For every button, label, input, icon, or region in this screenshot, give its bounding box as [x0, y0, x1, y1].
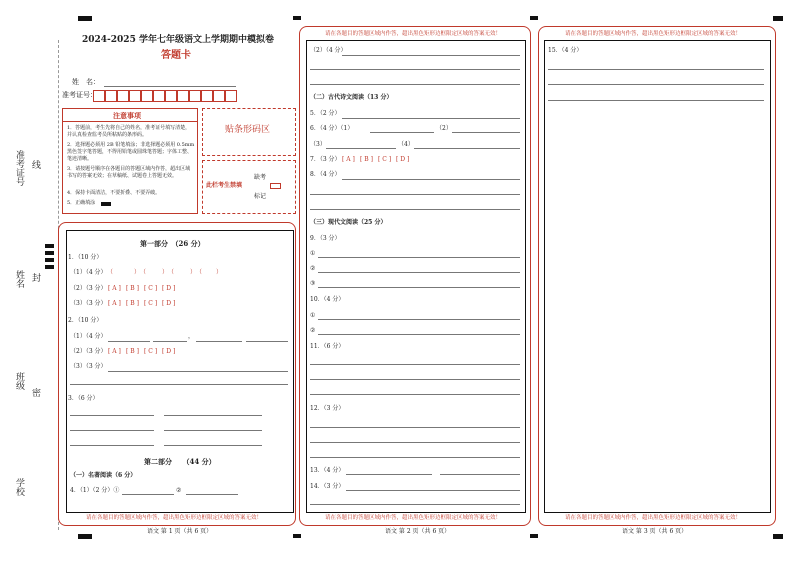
registration-mark [45, 258, 54, 262]
answer-line[interactable] [342, 118, 520, 119]
absent-label: 此栏考生禁填 [206, 182, 243, 189]
q1-1-label: （1）（4 分） [70, 269, 107, 276]
q3-blank[interactable] [70, 430, 154, 431]
q3-blank[interactable] [70, 445, 154, 446]
section3-title: （三）现代文阅读（25 分） [310, 219, 387, 226]
registration-mark [45, 265, 54, 269]
q3-blank[interactable] [164, 445, 262, 446]
answer-line[interactable] [318, 334, 520, 335]
registration-mark [293, 534, 301, 538]
notice-item: 4．保持卡面清洁，不要折叠、不要弄破。 [67, 190, 161, 196]
q2-1-blank[interactable] [108, 341, 150, 342]
barcode-area [202, 108, 296, 156]
filled-sample-icon [101, 202, 111, 206]
q2-1-label: （1）（4 分） [70, 333, 107, 340]
q2-3-label: （3）（3 分） [70, 363, 107, 370]
answer-line[interactable] [318, 319, 520, 320]
page-subtitle: 答题卡 [161, 50, 191, 61]
answer-line[interactable] [310, 442, 520, 443]
section1-title: （一）名著阅读（6 分） [70, 472, 137, 479]
q3-blank[interactable] [164, 430, 262, 431]
answer-line[interactable] [310, 84, 520, 85]
footer-page3: 语文 第 3 页（共 6 页） [622, 528, 688, 535]
q9-item: ③ [310, 280, 316, 287]
q4-1-blank[interactable] [122, 494, 174, 495]
q9-label: 9．（3 分） [310, 235, 341, 242]
q6-3-label: （3） [310, 141, 326, 148]
q12-label: 12．（3 分） [310, 405, 345, 412]
answer-line[interactable] [310, 194, 520, 195]
answer-line[interactable] [452, 132, 520, 133]
footer-page1: 语文 第 1 页（共 6 页） [147, 528, 213, 535]
answer-line[interactable] [370, 132, 434, 133]
notice-box [62, 108, 198, 214]
part1-title: 第一部分 （26 分） [140, 239, 205, 248]
side-label-id: 准考证号 [14, 150, 24, 186]
q8-label: 8．（4 分） [310, 171, 341, 178]
q6-4-label: （4） [398, 141, 414, 148]
absent-line1: 缺考 [254, 174, 267, 181]
answer-line[interactable] [318, 272, 520, 273]
q1-label: 1．（10 分） [68, 254, 103, 261]
side-label-line: 线 [30, 160, 40, 169]
q9-item: ② [310, 265, 316, 272]
id-label: 准考证号： [62, 91, 97, 99]
side-label-school: 学校 [14, 478, 24, 496]
q14-label: 14．（3 分） [310, 483, 345, 490]
name-label: 姓 名： [72, 78, 100, 86]
warning-text: 请在各题目的答题区域内作答，超出黑色矩形边框限定区域的答案无效！ [325, 515, 502, 521]
q2-1-sep: ， [188, 333, 195, 340]
q2-label: 2．（10 分） [68, 317, 103, 324]
warning-text: 请在各题目的答题区域内作答，超出黑色矩形边框限定区域的答案无效！ [325, 31, 502, 37]
notice-item: 1．答题前，考生先将自己的姓名，准考证号填写清楚，并认真检查监考员所粘贴的条形码。 [67, 125, 191, 138]
answer-line[interactable] [318, 257, 520, 258]
q10-label: 10．（4 分） [310, 296, 345, 303]
notice-title: 注意事项 [113, 111, 141, 120]
absent-checkbox[interactable] [270, 183, 281, 189]
q1-2-label: （2）（3 分） [70, 285, 107, 292]
q1-3-label: （3）（3 分） [70, 300, 107, 307]
answer-line[interactable] [310, 457, 520, 458]
q3-blank[interactable] [70, 415, 154, 416]
q4-1-blank[interactable] [186, 494, 238, 495]
q11-label: 11．（6 分） [310, 343, 345, 350]
q5-label: 5．（2 分） [310, 110, 341, 117]
answer-box-3[interactable] [544, 40, 771, 513]
part2-title: 第二部分 （44 分） [144, 457, 216, 466]
answer-line[interactable] [326, 148, 396, 149]
answer-line[interactable] [342, 179, 520, 180]
answer-line[interactable] [548, 69, 764, 70]
name-field[interactable] [104, 86, 236, 87]
q3-blank[interactable] [164, 415, 262, 416]
answer-line[interactable] [346, 490, 520, 491]
q10-item: ② [310, 327, 316, 334]
barcode-label: 贴条形码区 [225, 125, 271, 135]
notice-item: 3．请按题号顺序在各题目的答题区域内作答，超出区域书写的答案无效；在草稿纸、试题卷上答题无效。 [67, 166, 191, 179]
q2-3-blank[interactable] [70, 384, 288, 385]
side-label-name: 姓名 [14, 270, 24, 288]
absent-line2: 标记 [254, 193, 267, 200]
answer-line[interactable] [310, 209, 520, 210]
registration-mark [45, 244, 54, 248]
q2-2-label: （2）（3 分） [70, 348, 107, 355]
q15-label: 15．（4 分） [548, 47, 583, 54]
notice-item: 5．正确填涂 [67, 200, 96, 206]
registration-mark [530, 16, 538, 20]
answer-line[interactable] [346, 474, 432, 475]
warning-text: 请在各题目的答题区域内作答，超出黑色矩形边框限定区域的答案无效！ [565, 515, 742, 521]
q7-label: 7．（3 分） [310, 156, 341, 163]
q6-2-label: （2） [436, 125, 452, 132]
answer-line[interactable] [310, 427, 520, 428]
warning-text: 请在各题目的答题区域内作答，超出黑色矩形边框限定区域的答案无效！ [565, 31, 742, 37]
side-label-dense: 密 [30, 388, 40, 397]
q2-1-blank[interactable] [246, 341, 288, 342]
q3-label: 3．（6 分） [68, 395, 99, 402]
q4-1-label: 4．（1）（2 分）① [70, 487, 120, 494]
answer-line[interactable] [310, 69, 520, 70]
warning-text: 请在各题目的答题区域内作答，超出黑色矩形边框限定区域的答案无效！ [86, 515, 263, 521]
absent-area [202, 160, 296, 214]
q2-3-blank[interactable] [108, 371, 288, 372]
registration-mark [78, 534, 92, 539]
q10-item: ① [310, 312, 316, 319]
answer-line[interactable] [548, 84, 764, 85]
answer-line[interactable] [310, 504, 520, 505]
registration-mark [78, 16, 92, 21]
q13-label: 13．（4 分） [310, 467, 345, 474]
side-label-class: 班级 [14, 372, 24, 390]
answer-line[interactable] [342, 55, 520, 56]
side-label-seal: 封 [30, 273, 40, 282]
registration-mark [293, 16, 301, 20]
registration-mark [773, 534, 783, 539]
registration-mark [45, 251, 54, 255]
q2-1-blank[interactable] [196, 341, 242, 342]
answer-line[interactable] [310, 394, 520, 395]
answer-line[interactable] [440, 474, 520, 475]
q4-1-b: ② [176, 487, 182, 494]
answer-line[interactable] [414, 148, 520, 149]
answer-line[interactable] [310, 364, 520, 365]
q9-item: ① [310, 250, 316, 257]
answer-line[interactable] [310, 379, 520, 380]
q6-1-label: 6．（4 分）（1） [310, 125, 354, 132]
registration-mark [773, 16, 783, 21]
q2-1-blank[interactable] [153, 341, 187, 342]
answer-line[interactable] [548, 100, 764, 101]
footer-page2: 语文 第 2 页（共 6 页） [385, 528, 451, 535]
registration-mark [530, 534, 538, 538]
notice-title-rule [63, 121, 197, 122]
page-title: 2024-2025 学年七年级语文上学期期中模拟卷 [82, 35, 274, 45]
answer-line[interactable] [318, 287, 520, 288]
q4-2-label: （2）（4 分） [310, 47, 347, 54]
notice-item: 2．选择题必须用 2B 铅笔填涂；非选择题必须用 0.5mm 黑色签字笔答题，不得用铅笔或圆珠笔答题；字体工整、笔迹清晰。 [67, 142, 195, 162]
section2-title: （二）古代诗文阅读（13 分） [310, 94, 393, 101]
